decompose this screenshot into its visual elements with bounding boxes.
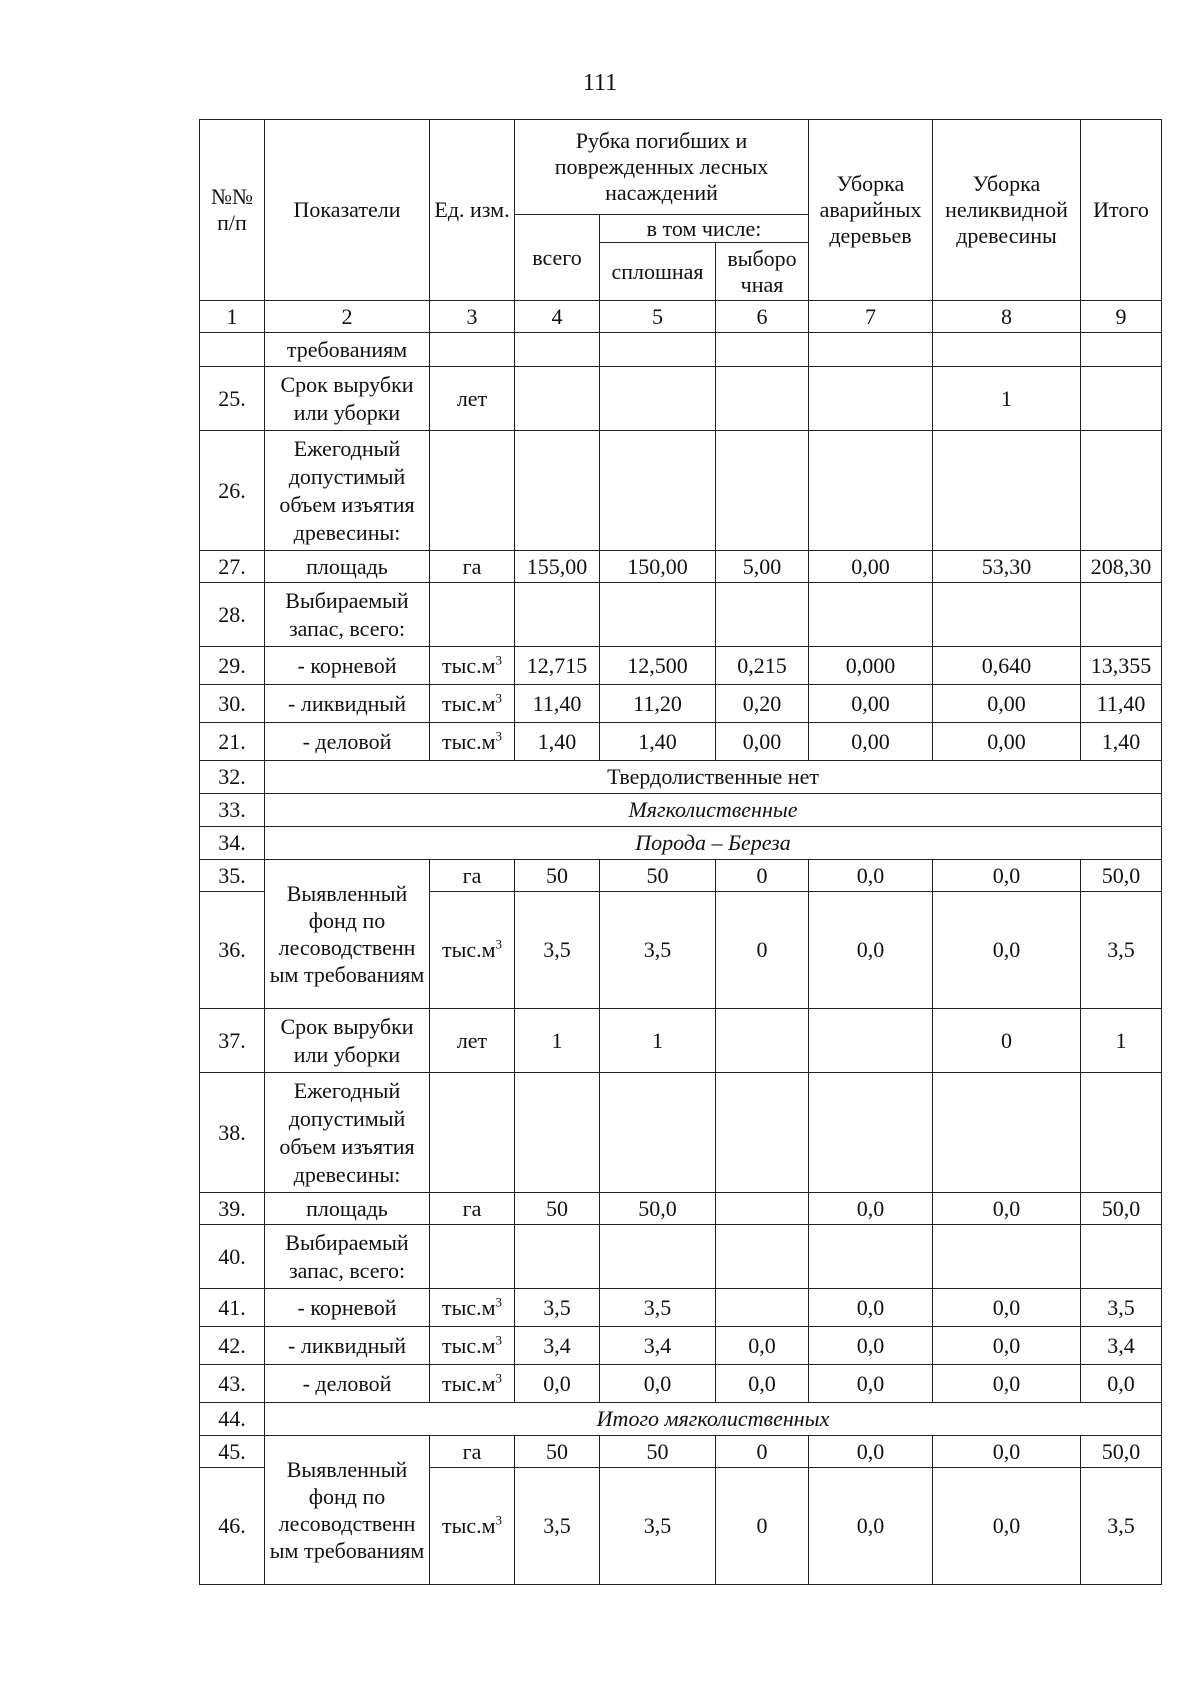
index-cell: 6 bbox=[716, 301, 809, 333]
row-number: 29. bbox=[200, 647, 265, 685]
section-title: Итого мягколиственных bbox=[265, 1403, 1162, 1436]
row-number: 42. bbox=[200, 1327, 265, 1365]
row-number: 36. bbox=[200, 892, 265, 1009]
value-cell: 0,0 bbox=[716, 1365, 809, 1403]
value-cell: 3,4 bbox=[600, 1327, 716, 1365]
value-cell: 0,0 bbox=[933, 1193, 1081, 1225]
forest-table bbox=[199, 119, 1162, 1585]
index-cell: 9 bbox=[1081, 301, 1162, 333]
value-cell: 0,0 bbox=[809, 892, 933, 1009]
value-cell bbox=[1081, 333, 1162, 367]
value-cell: 3,5 bbox=[1081, 1289, 1162, 1327]
index-cell: 3 bbox=[430, 301, 515, 333]
unit-superscript: 3 bbox=[495, 1332, 503, 1348]
value-cell bbox=[933, 431, 1081, 551]
row-indicator: Срок вырубки или уборки bbox=[265, 1009, 430, 1073]
value-cell: 50,0 bbox=[1081, 1193, 1162, 1225]
row-unit: $тыс.м^3$ bbox=[430, 647, 515, 685]
value-cell: 3,5 bbox=[600, 1289, 716, 1327]
value-cell bbox=[716, 367, 809, 431]
value-cell: 0,640 bbox=[933, 647, 1081, 685]
value-cell bbox=[933, 1225, 1081, 1289]
row-unit bbox=[430, 1073, 515, 1193]
header-clear: сплошная bbox=[600, 243, 716, 301]
value-cell: 3,5 bbox=[1081, 1468, 1162, 1585]
row-unit: га bbox=[430, 551, 515, 583]
row-indicator: Срок вырубки или уборки bbox=[265, 367, 430, 431]
row-unit: $тыс.м^3$ bbox=[430, 1289, 515, 1327]
value-cell: 3,5 bbox=[1081, 892, 1162, 1009]
value-cell: 0 bbox=[933, 1009, 1081, 1073]
value-cell: 53,30 bbox=[933, 551, 1081, 583]
value-cell bbox=[1081, 1225, 1162, 1289]
value-cell bbox=[809, 1225, 933, 1289]
section-title: Мягколиственные bbox=[265, 794, 1162, 827]
value-cell: 155,00 bbox=[515, 551, 600, 583]
value-cell bbox=[933, 1073, 1081, 1193]
row-unit: $тыс.м^3$ bbox=[430, 1365, 515, 1403]
row-unit: лет bbox=[430, 1009, 515, 1073]
section-row bbox=[200, 827, 1162, 860]
value-cell: 0,0 bbox=[933, 1468, 1081, 1585]
row-unit: $тыс.м^3$ bbox=[430, 1327, 515, 1365]
unit-superscript: 3 bbox=[495, 1294, 503, 1310]
row-indicator: площадь bbox=[265, 551, 430, 583]
table-row bbox=[200, 333, 1162, 367]
value-cell: 0,0 bbox=[933, 1289, 1081, 1327]
table-row bbox=[200, 860, 1162, 892]
value-cell bbox=[716, 1073, 809, 1193]
header-total-cut: всего bbox=[515, 215, 600, 301]
row-number: 39. bbox=[200, 1193, 265, 1225]
value-cell bbox=[515, 333, 600, 367]
table-row bbox=[200, 1365, 1162, 1403]
value-cell bbox=[809, 367, 933, 431]
value-cell: 50,0 bbox=[600, 1193, 716, 1225]
value-cell bbox=[515, 1225, 600, 1289]
value-cell bbox=[809, 333, 933, 367]
row-indicator: - ликвидный bbox=[265, 1327, 430, 1365]
value-cell: 11,40 bbox=[1081, 685, 1162, 723]
value-cell: 1,40 bbox=[600, 723, 716, 761]
row-number: 28. bbox=[200, 583, 265, 647]
row-number: 32. bbox=[200, 761, 265, 794]
value-cell bbox=[809, 431, 933, 551]
value-cell: 0,0 bbox=[809, 860, 933, 892]
value-cell bbox=[716, 333, 809, 367]
row-indicator: - корневой bbox=[265, 1289, 430, 1327]
value-cell: 0,0 bbox=[933, 1436, 1081, 1468]
row-unit: $тыс.м^3$ bbox=[430, 1468, 515, 1585]
table-row bbox=[200, 551, 1162, 583]
value-cell bbox=[716, 1193, 809, 1225]
value-cell: 208,30 bbox=[1081, 551, 1162, 583]
value-cell: 0 bbox=[716, 1468, 809, 1585]
section-row bbox=[200, 794, 1162, 827]
page-number: 111 bbox=[582, 70, 618, 96]
value-cell bbox=[600, 1073, 716, 1193]
value-cell: 0,215 bbox=[716, 647, 809, 685]
header-total: Итого bbox=[1081, 120, 1162, 301]
row-number: 45. bbox=[200, 1436, 265, 1468]
value-cell bbox=[515, 367, 600, 431]
section-row bbox=[200, 1403, 1162, 1436]
value-cell bbox=[1081, 431, 1162, 551]
row-indicator: Выбираемый запас, всего: bbox=[265, 583, 430, 647]
value-cell bbox=[515, 431, 600, 551]
value-cell: 0,0 bbox=[933, 860, 1081, 892]
value-cell: 1 bbox=[600, 1009, 716, 1073]
value-cell: 3,5 bbox=[515, 892, 600, 1009]
value-cell: 3,4 bbox=[1081, 1327, 1162, 1365]
value-cell: 0,0 bbox=[809, 1327, 933, 1365]
index-cell: 1 bbox=[200, 301, 265, 333]
row-number: 34. bbox=[200, 827, 265, 860]
table-row bbox=[200, 1327, 1162, 1365]
row-unit: лет bbox=[430, 367, 515, 431]
row-number: 44. bbox=[200, 1403, 265, 1436]
row-unit bbox=[430, 333, 515, 367]
table-row bbox=[200, 723, 1162, 761]
value-cell: 0,0 bbox=[933, 892, 1081, 1009]
row-number: 46. bbox=[200, 1468, 265, 1585]
row-number: 26. bbox=[200, 431, 265, 551]
row-unit bbox=[430, 583, 515, 647]
value-cell: 1 bbox=[1081, 1009, 1162, 1073]
unit-superscript: 3 bbox=[495, 1370, 503, 1386]
index-row bbox=[200, 301, 1162, 333]
value-cell bbox=[716, 1289, 809, 1327]
section-title: Твердолиственные нет bbox=[265, 761, 1162, 794]
index-cell: 8 bbox=[933, 301, 1081, 333]
value-cell: 50 bbox=[515, 860, 600, 892]
row-indicator: Выявленный фонд по лесоводственн ым требованиям bbox=[265, 860, 430, 1009]
row-number bbox=[200, 333, 265, 367]
value-cell: 50,0 bbox=[1081, 1436, 1162, 1468]
row-unit: га bbox=[430, 1193, 515, 1225]
row-number: 37. bbox=[200, 1009, 265, 1073]
unit-superscript: 3 bbox=[495, 690, 503, 706]
value-cell: 0,00 bbox=[809, 685, 933, 723]
row-unit bbox=[430, 1225, 515, 1289]
value-cell: 12,715 bbox=[515, 647, 600, 685]
unit-superscript: 3 bbox=[495, 728, 503, 744]
header-selective: выборо чная bbox=[716, 243, 809, 301]
row-unit: га bbox=[430, 860, 515, 892]
value-cell: 0,0 bbox=[1081, 1365, 1162, 1403]
value-cell: 3,5 bbox=[515, 1289, 600, 1327]
header-including: в том числе: bbox=[600, 215, 809, 243]
value-cell: 0 bbox=[716, 1436, 809, 1468]
value-cell bbox=[933, 583, 1081, 647]
value-cell: 150,00 bbox=[600, 551, 716, 583]
value-cell bbox=[716, 431, 809, 551]
section-title: Порода – Береза bbox=[265, 827, 1162, 860]
header-emergency: Уборка аварийных деревьев bbox=[809, 120, 933, 301]
value-cell: 0,0 bbox=[933, 1365, 1081, 1403]
row-number: 40. bbox=[200, 1225, 265, 1289]
unit-superscript: 3 bbox=[495, 936, 503, 952]
value-cell: 50 bbox=[515, 1436, 600, 1468]
value-cell: 5,00 bbox=[716, 551, 809, 583]
value-cell: 0,0 bbox=[933, 1327, 1081, 1365]
value-cell bbox=[716, 1225, 809, 1289]
value-cell bbox=[600, 367, 716, 431]
row-unit: $тыс.м^3$ bbox=[430, 723, 515, 761]
value-cell bbox=[1081, 1073, 1162, 1193]
index-cell: 2 bbox=[265, 301, 430, 333]
value-cell: 3,5 bbox=[600, 892, 716, 1009]
value-cell: 13,355 bbox=[1081, 647, 1162, 685]
table-row bbox=[200, 1225, 1162, 1289]
value-cell: 0,0 bbox=[716, 1327, 809, 1365]
value-cell: 3,5 bbox=[515, 1468, 600, 1585]
index-cell: 5 bbox=[600, 301, 716, 333]
value-cell: 0,0 bbox=[809, 1436, 933, 1468]
value-cell bbox=[1081, 583, 1162, 647]
table-row bbox=[200, 431, 1162, 551]
unit-superscript: 3 bbox=[495, 652, 503, 668]
value-cell: 50 bbox=[600, 1436, 716, 1468]
value-cell bbox=[809, 1073, 933, 1193]
value-cell bbox=[809, 583, 933, 647]
row-unit: $тыс.м^3$ bbox=[430, 685, 515, 723]
value-cell bbox=[600, 333, 716, 367]
table-body bbox=[200, 333, 1162, 1585]
value-cell: 0,00 bbox=[716, 723, 809, 761]
value-cell bbox=[600, 1225, 716, 1289]
table-row bbox=[200, 1009, 1162, 1073]
row-indicator: - деловой bbox=[265, 1365, 430, 1403]
section-row bbox=[200, 761, 1162, 794]
row-indicator: площадь bbox=[265, 1193, 430, 1225]
value-cell: 0,0 bbox=[515, 1365, 600, 1403]
value-cell: 3,4 bbox=[515, 1327, 600, 1365]
header-num: №№ п/п bbox=[200, 120, 265, 301]
value-cell: 0 bbox=[716, 892, 809, 1009]
row-number: 21. bbox=[200, 723, 265, 761]
value-cell: 1,40 bbox=[515, 723, 600, 761]
row-number: 41. bbox=[200, 1289, 265, 1327]
value-cell bbox=[600, 583, 716, 647]
row-number: 25. bbox=[200, 367, 265, 431]
value-cell bbox=[515, 1073, 600, 1193]
row-indicator: - корневой bbox=[265, 647, 430, 685]
value-cell: 0,00 bbox=[933, 723, 1081, 761]
table-row bbox=[200, 1073, 1162, 1193]
value-cell: 0,0 bbox=[809, 1468, 933, 1585]
table-row bbox=[200, 367, 1162, 431]
value-cell: 1,40 bbox=[1081, 723, 1162, 761]
value-cell: 0,000 bbox=[809, 647, 933, 685]
value-cell: 11,20 bbox=[600, 685, 716, 723]
row-indicator: требованиям bbox=[265, 333, 430, 367]
table-row bbox=[200, 1289, 1162, 1327]
value-cell: 1 bbox=[933, 367, 1081, 431]
value-cell: 0,00 bbox=[809, 551, 933, 583]
table-header bbox=[200, 120, 1162, 333]
value-cell: 50,0 bbox=[1081, 860, 1162, 892]
value-cell bbox=[933, 333, 1081, 367]
table-row bbox=[200, 1436, 1162, 1468]
value-cell bbox=[1081, 367, 1162, 431]
header-unit: Ед. изм. bbox=[430, 120, 515, 301]
row-number: 35. bbox=[200, 860, 265, 892]
value-cell bbox=[809, 1009, 933, 1073]
value-cell: 0,0 bbox=[809, 1289, 933, 1327]
value-cell bbox=[716, 583, 809, 647]
value-cell: 1 bbox=[515, 1009, 600, 1073]
value-cell: 0,00 bbox=[933, 685, 1081, 723]
table-row bbox=[200, 1193, 1162, 1225]
unit-superscript: 3 bbox=[495, 1512, 503, 1528]
value-cell: 12,500 bbox=[600, 647, 716, 685]
row-indicator: Выбираемый запас, всего: bbox=[265, 1225, 430, 1289]
value-cell: 0,0 bbox=[809, 1193, 933, 1225]
value-cell bbox=[716, 1009, 809, 1073]
row-unit: $тыс.м^3$ bbox=[430, 892, 515, 1009]
row-indicator: Выявленный фонд по лесоводственн ым требованиям bbox=[265, 1436, 430, 1585]
value-cell: 0,0 bbox=[809, 1365, 933, 1403]
value-cell: 50 bbox=[600, 860, 716, 892]
header-cutting: Рубка погибших и поврежденных лесных насаждений bbox=[515, 120, 809, 215]
index-cell: 7 bbox=[809, 301, 933, 333]
row-unit: га bbox=[430, 1436, 515, 1468]
row-number: 30. bbox=[200, 685, 265, 723]
row-number: 27. bbox=[200, 551, 265, 583]
row-indicator: Ежегодный допустимый объем изъятия древесины: bbox=[265, 1073, 430, 1193]
row-indicator: Ежегодный допустимый объем изъятия древесины: bbox=[265, 431, 430, 551]
value-cell: 0,0 bbox=[600, 1365, 716, 1403]
table-row bbox=[200, 685, 1162, 723]
value-cell: 0,20 bbox=[716, 685, 809, 723]
value-cell: 11,40 bbox=[515, 685, 600, 723]
value-cell bbox=[515, 583, 600, 647]
row-indicator: - ликвидный bbox=[265, 685, 430, 723]
row-number: 33. bbox=[200, 794, 265, 827]
value-cell: 3,5 bbox=[600, 1468, 716, 1585]
index-cell: 4 bbox=[515, 301, 600, 333]
value-cell bbox=[600, 431, 716, 551]
header-indicators: Показатели bbox=[265, 120, 430, 301]
table-row bbox=[200, 583, 1162, 647]
row-unit bbox=[430, 431, 515, 551]
row-number: 43. bbox=[200, 1365, 265, 1403]
row-indicator: - деловой bbox=[265, 723, 430, 761]
header-illiquid: Уборка неликвидной древесины bbox=[933, 120, 1081, 301]
value-cell: 0 bbox=[716, 860, 809, 892]
value-cell: 0,00 bbox=[809, 723, 933, 761]
table-row bbox=[200, 647, 1162, 685]
row-number: 38. bbox=[200, 1073, 265, 1193]
value-cell: 50 bbox=[515, 1193, 600, 1225]
